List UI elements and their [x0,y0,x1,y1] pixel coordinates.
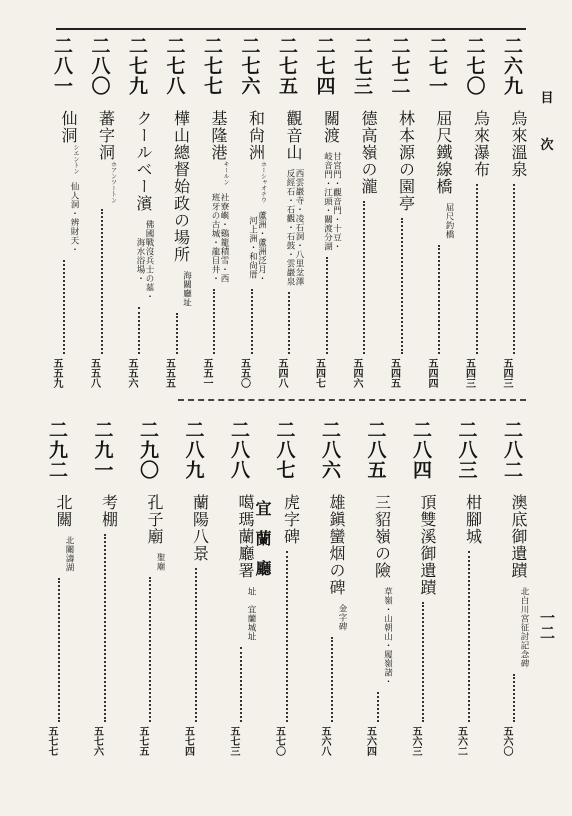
dot-leader [326,257,328,354]
dot-leader [138,307,140,354]
entry-page: 五六二 [455,726,467,756]
entry-number: 二九二 [46,420,68,480]
entry-page: 五四三 [463,358,475,388]
entry-note-line: 河上洲・和尙厝 [247,215,258,279]
toc-entry [84,36,116,388]
entry-title: 蕃字洞 [96,110,116,161]
entry-title: 林本源の園亭 [396,110,416,212]
entry-body [425,110,453,388]
entry-note-line: 屈尺釣橋 [444,203,454,239]
entry-page: 五六〇 [501,726,512,756]
entry-number: 二八〇 [88,36,111,96]
entry-number: 二七九 [126,36,148,96]
entry-body [388,110,416,388]
entry-note-line: 址 宜蘭城址 [246,587,256,641]
entry-note-line: 海水浴場・ [135,238,145,283]
entry-title: 頂雙溪御遺蹟 [418,494,437,596]
toc-entry [314,420,346,756]
entry-page: 五四七 [313,358,325,388]
entry-body [88,110,116,388]
dot-leader [58,578,60,722]
entry-note [246,587,255,641]
dot-leader [176,313,178,354]
dot-leader [513,184,515,354]
entry-note [519,587,528,668]
entry-title: 和尙洲 [246,110,266,161]
dot-leader [513,674,515,722]
toc-entry [271,36,303,388]
entry-note-line: 佛國戰沒兵士の墓・ [144,220,154,301]
entry-title: 關渡 [321,110,341,144]
entry-ruby: キールン [222,161,229,185]
entry-note [323,152,341,251]
entry-page: 五四八 [276,358,287,388]
entry-title: 噶瑪蘭廳署 [236,494,255,579]
entry-number: 二八六 [319,420,341,480]
entry-title: 烏來溫泉 [509,110,528,178]
entry-body [125,110,153,388]
dot-leader [104,534,106,722]
entry-title: 三貂嶺の險 [372,494,392,579]
entry-body [273,494,301,756]
toc-entry [346,36,378,388]
entry-title: 烏來瀑布 [471,110,491,178]
toc-entry [159,36,191,388]
toc-entry [309,36,341,388]
toc-entry [41,420,73,756]
entry-body [163,110,191,388]
entry-number: 二七〇 [463,36,486,96]
toc-entry [87,420,119,756]
entry-number: 二七三 [351,36,373,96]
entry-body [200,110,228,388]
entry-note [383,587,392,686]
entry-number: 二七六 [238,36,261,96]
entry-note-line: 海關廳址 [181,271,192,307]
top-rule [56,28,526,30]
entry-title: 蘭陽八景 [190,494,210,562]
entry-note-line: 北關濤湖 [64,536,74,572]
entry-body [318,494,346,756]
toc-entry [451,420,483,756]
dot-leader [468,551,470,722]
entry-number: 二七七 [201,36,223,96]
entry-note-line: 甘宮門・觀音門・十豆・ [331,152,342,251]
entry-note-line: 金字碑 [337,604,347,631]
running-head-char: 目 [540,91,554,106]
page-number: 一二 [538,610,556,640]
entry-note-line: 聖廟 [155,553,165,571]
dot-leader [401,218,403,354]
entry-body [182,494,210,756]
entry-title: クールベー濱 [134,110,153,212]
entry-note [135,220,153,301]
dot-leader [363,201,365,354]
entry-number: 二九一 [91,420,114,480]
entry-title: 樺山總督始政の場所 [171,110,191,263]
running-head-char: 次 [540,138,554,153]
entry-body [136,494,164,756]
entry-page: 五六三 [410,726,421,756]
entry-number: 二九〇 [137,420,159,480]
entry-page: 五四四 [426,358,437,388]
entry-title: 澳底御遺蹟 [509,494,528,579]
entry-note [210,193,228,283]
toc-entry [496,36,528,388]
entry-page: 五六八 [319,726,330,756]
dot-leader [240,647,242,722]
entry-number: 二八五 [364,420,387,480]
toc-entry [360,420,392,756]
entry-note-line: 仙人洞・辨財天・ [69,182,79,254]
entry-page: 五五九 [51,358,62,388]
entry-body [364,494,392,756]
entry-note-line: 反經石・石觀・石鼓・雲巖泉 [285,169,295,286]
dot-leader [422,602,424,722]
toc-entry [459,36,491,388]
entry-page: 五四五 [388,358,400,388]
dot-leader [331,637,333,722]
entry-number: 二八二 [501,420,523,480]
entry-number: 二七一 [426,36,448,96]
section-title: 宜蘭廳 [253,500,272,590]
toc-entry [234,36,266,388]
entry-note [248,211,266,283]
entry-body [45,494,73,756]
entry-page: 五七五 [137,726,148,756]
entry-body [91,494,119,756]
entry-page: 五七七 [46,726,57,756]
entry-page: 五四六 [351,358,362,388]
entry-note [182,271,191,307]
entry-page: 五七〇 [273,726,285,756]
toc-entry [405,420,437,756]
entry-number: 二六九 [501,36,523,96]
toc-entry [384,36,416,388]
entry-page: 五五〇 [238,358,250,388]
dot-leader [377,692,379,722]
entry-title: 觀音山 [284,110,303,161]
entry-page: 五七六 [91,726,103,756]
toc-entry [269,420,301,756]
dot-leader [149,577,151,722]
entry-title: 孔子廟 [145,494,164,545]
entry-body [227,494,255,756]
entry-note-line: 草嶺・山朝山・履嶺諸・ [382,587,393,686]
entry-number: 二七八 [163,36,186,96]
entry-title: 北關 [54,494,73,528]
dot-leader [101,209,103,354]
entry-page: 五七三 [228,726,239,756]
entry-number: 二七五 [276,36,298,96]
toc-entry [178,420,210,756]
entry-number: 二八七 [273,420,296,480]
entry-body [50,110,78,388]
entry-number: 二八四 [410,420,432,480]
entry-body [455,494,483,756]
entry-title: 基隆港 [209,110,228,161]
entry-ruby: ホアンツートン [109,161,117,203]
entry-page: 五五八 [88,358,100,388]
entry-page: 五七四 [182,726,194,756]
entry-note [155,553,164,571]
entry-page: 五五六 [126,358,137,388]
entry-note-line: 班牙の古城・龍目井・ [210,193,220,283]
dot-leader [213,289,215,354]
dot-leader [286,551,288,722]
entry-number: 二七四 [313,36,336,96]
entry-body [238,110,266,388]
dot-leader [63,260,65,354]
entry-number: 二八九 [182,420,205,480]
toc-entry [121,36,153,388]
entry-body [500,110,528,388]
entry-title: 虎字碑 [281,494,301,545]
toc-entry [223,420,255,756]
dot-leader [476,184,478,354]
entry-body [275,110,303,388]
entry-number: 二八三 [455,420,478,480]
entry-title: 柑腳城 [463,494,483,545]
entry-body [500,494,528,756]
entry-note-line: 北白川宮征討記念碑 [519,587,529,668]
entry-note [285,169,303,286]
entry-title: 考棚 [99,494,119,528]
entry-body [350,110,378,388]
entry-number: 二七二 [388,36,411,96]
entry-note [69,182,78,254]
entry-note-line: 西雲巖寺・凌石洞・八里坌澤 [294,169,304,286]
section-divider [178,399,526,401]
entry-note [444,203,453,239]
entry-page: 五六四 [364,726,376,756]
entry-number: 二八八 [228,420,250,480]
entry-body [463,110,491,388]
entry-note [64,536,73,572]
entry-title: 德高嶺の瀧 [359,110,378,195]
entry-note-line: 蘆洲・蘆洲泛月・ [256,211,267,283]
entry-page: 五五一 [201,358,212,388]
running-head [536,92,558,152]
entry-ruby: ホーシャオチウ [259,161,267,203]
entry-note [337,604,346,631]
dot-leader [195,568,197,722]
entry-body [313,110,341,388]
entry-title: 仙洞 [59,110,78,144]
entry-title: 雄鎭蠻烟の碑 [327,494,346,596]
dot-leader [288,292,290,354]
dot-leader [438,245,440,354]
toc-entry [421,36,453,388]
entry-ruby: シエントン [72,144,79,174]
entry-page: 五五五 [163,358,175,388]
toc-entry [496,420,528,756]
toc-entry [196,36,228,388]
entry-note-line: 社寮嶼・鷄籠積雪・西 [219,193,229,283]
entry-body [409,494,437,756]
toc-entry [132,420,164,756]
entry-page: 五四三 [501,358,512,388]
entry-number: 二八一 [51,36,73,96]
toc-entry [46,36,78,388]
entry-title: 屈尺鐵線橋 [434,110,453,195]
dot-leader [251,289,253,354]
entry-note-line: 岐音門・江頭・關渡分湖 [322,152,333,251]
